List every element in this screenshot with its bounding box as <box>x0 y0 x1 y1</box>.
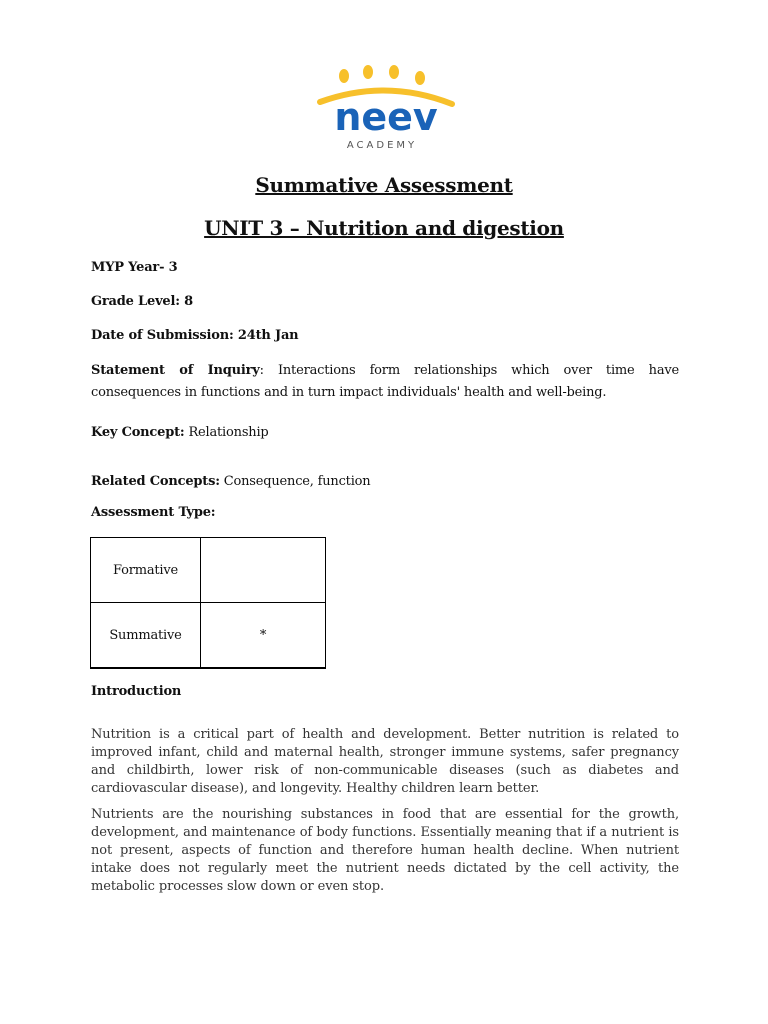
logo-tagline: ACADEMY <box>346 140 418 151</box>
related-concepts <box>91 474 370 489</box>
intro-paragraph: Nutrition is a critical part of health and development. Better nutrition is related to improved infant, child and maternal health, stronger immune systems, safer pregnancy and childbirth, lower risk of non-communicable diseases (such as diabetes and cardiovascular disease), and longevity. Healthy children learn better. <box>91 727 679 796</box>
table-cell-type: Formative <box>91 538 201 603</box>
myp-year: MYP Year- 3 <box>91 260 178 275</box>
key-concept-value: Relationship <box>184 425 269 440</box>
submission-date: Date of Submission: 24th Jan <box>91 328 299 343</box>
related-concepts-label: Related Concepts: <box>91 474 220 489</box>
statement-of-inquiry <box>91 360 679 404</box>
assessment-type-label: Assessment Type: <box>91 505 216 520</box>
inquiry-label: Statement of Inquiry <box>91 363 260 378</box>
inquiry-text: : Interactions form relationships which over time have consequences in functions and in turn impact individuals' health and well-being. <box>91 363 680 400</box>
related-concepts-value: Consequence, function <box>219 474 371 489</box>
introduction-heading: Introduction <box>91 684 182 699</box>
table-cell-type: Summative <box>91 603 201 669</box>
logo-wordmark: neev <box>334 95 438 139</box>
intro-paragraph: Nutrients are the nourishing substances in food that are essential for the growth, development, and maintenance of body functions. Essentially meaning that if a nutrient is not present, aspects of function and therefore human health decline. When nutrient intake does not regularly meet the nutrient needs dictated by the cell activity, the metabolic processes slow down or even stop. <box>91 807 679 894</box>
assessment-type-table <box>90 537 326 669</box>
unit-title: UNIT 3 – Nutrition and digestion <box>204 216 564 240</box>
table-cell-mark <box>201 538 326 603</box>
table-cell-mark: * <box>201 603 326 669</box>
grade-level: Grade Level: 8 <box>91 294 194 309</box>
table-row <box>91 538 326 603</box>
key-concept-label: Key Concept: <box>91 425 185 440</box>
document-title: Summative Assessment <box>255 173 513 197</box>
neev-academy-logo <box>316 64 456 152</box>
key-concept <box>91 425 269 440</box>
table-row <box>91 603 326 669</box>
